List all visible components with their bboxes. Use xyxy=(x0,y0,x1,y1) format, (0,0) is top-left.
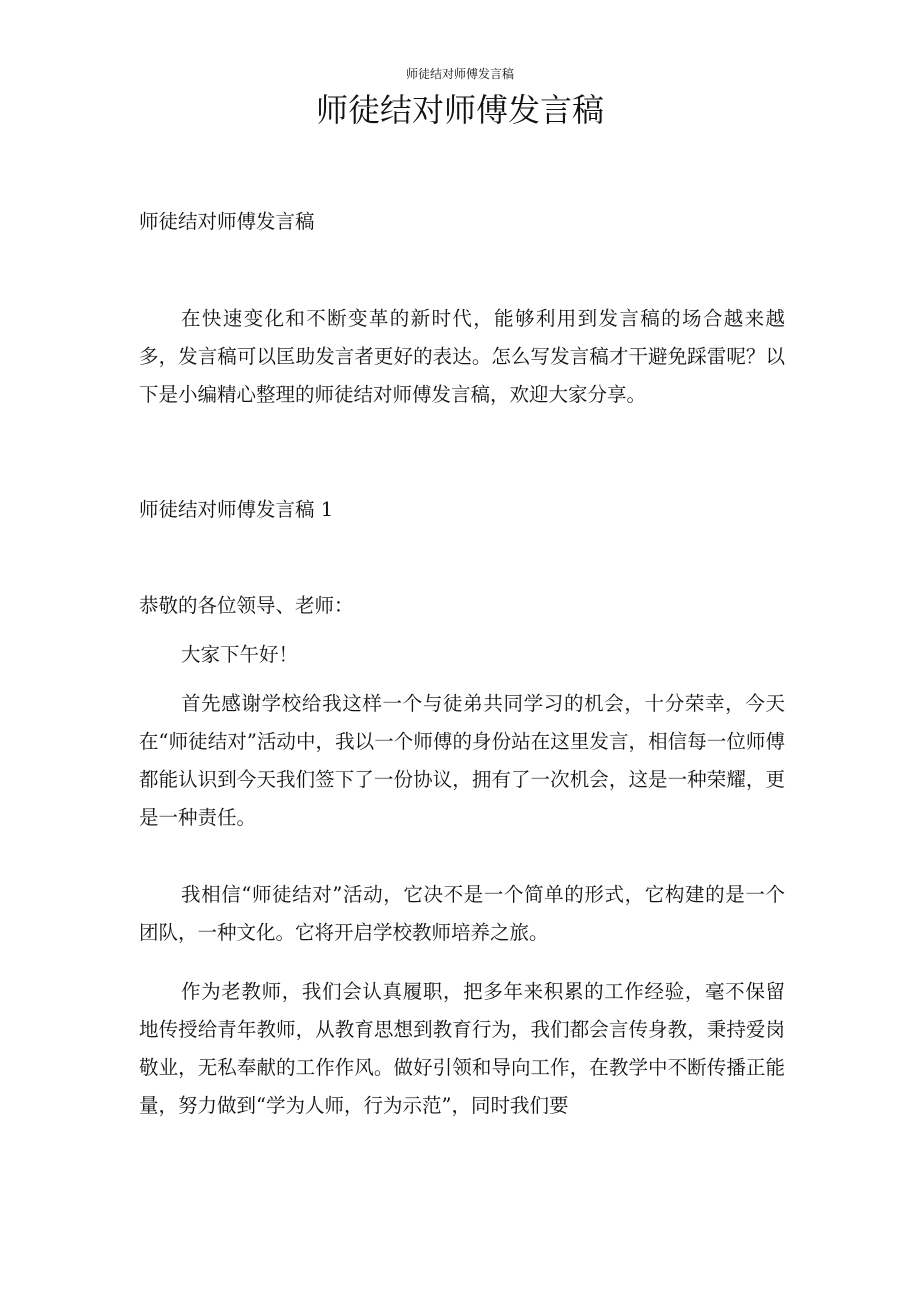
body-paragraph: 我相信“师徒结对”活动，它决不是一个简单的形式，它构建的是一个团队，一种文化。它将开启学校教师培养之旅。 xyxy=(139,883,785,944)
intro-paragraph: 在快速变化和不断变革的新时代，能够利用到发言稿的场合越来越多，发言稿可以匡助发言者更好的表达。怎么写发言稿才干避免踩雷呢？以下是小编精心整理的师徒结对师傅发言稿，欢迎大家分享。 xyxy=(139,307,785,406)
body-paragraph: 首先感谢学校给我这样一个与徒弟共同学习的机会，十分荣幸，今天在“师徒结对”活动中，我以一个师傅的身份站在这里发言，相信每一位师傅都能认识到今天我们签下了一份协议，拥有了一次机会，这是一种荣耀，更是一种责任。 xyxy=(139,692,785,829)
section-heading: 师徒结对师傅发言稿 1 xyxy=(139,498,334,521)
running-header: 师徒结对师傅发言稿 xyxy=(405,67,514,81)
document-title: 师徒结对师傅发言稿 xyxy=(315,91,604,129)
subtitle: 师徒结对师傅发言稿 xyxy=(139,210,315,233)
greeting: 大家下午好！ xyxy=(181,643,299,666)
salutation: 恭敬的各位领导、老师： xyxy=(139,594,354,617)
body-paragraph: 作为老教师，我们会认真履职，把多年来积累的工作经验，毫不保留地传授给青年教师，从教育思想到教育行为，我们都会言传身教，秉持爱岗敬业，无私奉献的工作作风。做好引领和导向工作，在教学中不断传播正能量，努力做到“学为人师，行为示范”，同时我们要 xyxy=(139,980,785,1117)
